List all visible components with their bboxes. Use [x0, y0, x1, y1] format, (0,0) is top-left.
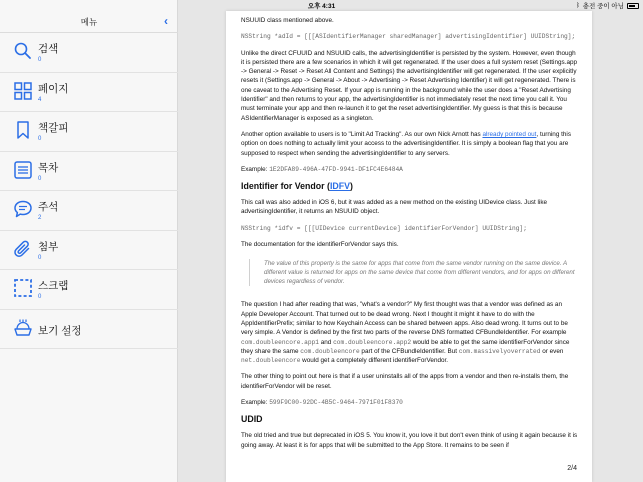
battery-status-label: 충전 중이 아님 — [582, 3, 624, 10]
inline-code: com.doubleencore.app2 — [333, 338, 412, 346]
inline-code: com.doubleencore.app1 — [241, 338, 319, 346]
paragraph: NSUUID class mentioned above. — [241, 17, 334, 24]
pages-grid-icon — [13, 81, 33, 101]
inline-code: com.doubleencore — [300, 347, 360, 355]
blockquote: The value of this property is the same for apps that come from the same vendor running on the same device. A different value is returned for apps on the same device that come from different vendors, and for apps on different devices regardless of vendor. — [249, 259, 579, 286]
sidebar-item-count: 0 — [38, 175, 42, 182]
clock: 오후 4:31 — [307, 3, 336, 10]
text-run: or even — [540, 347, 564, 355]
sidebar-item-view-settings[interactable] — [0, 310, 178, 350]
battery-icon — [627, 3, 639, 9]
text-run: Another option available to users is to "Limit Ad Tracking". As our own Nick Arnott has — [241, 130, 483, 138]
section-heading-idfv — [241, 181, 579, 192]
sidebar-item-contents[interactable] — [0, 152, 178, 192]
sidebar-item-label: 주석 — [38, 201, 59, 213]
page-number: 2/4 — [567, 465, 577, 472]
sidebar-item-count: 0 — [38, 294, 42, 300]
paragraph: Unlike the direct CFUUID and NSUUID calls, the advertisingIdentifier is persisted by the system. However, even though it is persisted there are a few scenarios in which it will get regenerated. If the user does a full system reset (Settings.app -> General -> Reset -> Reset All Content and Settings) the advertisingIdentifier will get regenerated. If the user explicitly resets it (Settings.app -> General -> About -> Advertising -> Reset Advertising Identifier) it will get regenerated. There is one caveat to the Advertising Reset. If your app is running in the background while the user does a "Reset Advertising Identifier" and then returns to your app, the advertisingIdentifier is not immediately reset the next time you call it. You must terminate your app and then re-launch it to get the reset advertisingIdentifier. My guess is that this is because ASIdentifierManager is exposed as a singleton. — [241, 49, 578, 122]
sidebar-item-count: 0 — [38, 57, 42, 63]
already-pointed-out-link[interactable]: already pointed out — [482, 130, 537, 138]
bluetooth-icon: ᛒ — [576, 2, 580, 9]
text-run: , turning this option on does nothing to actually limit your access to the advertisingIdentifier. It is simply a boolean flag that you are supposed to respect when sending the advertisingIdentifier to any servers. — [241, 130, 571, 157]
code-snippet: NSString *idfv = [[[UIDevice currentDevice] identifierForVendor] UUIDString]; — [241, 224, 527, 232]
sidebar-menu — [0, 33, 178, 349]
sidebar-item-attachments[interactable] — [0, 231, 178, 271]
section-heading-udid: UDID — [241, 414, 263, 425]
code-snippet: NSString *adId = [[[ASIdentifierManager sharedManager] advertisingIdentifier] UUIDString]; — [241, 33, 576, 41]
text-run: would be able to get the same identifierForVendor since they share the same — [241, 338, 570, 355]
example-value: 1E2DFA89-496A-47FD-9941-DF1FC4E6484A — [269, 165, 403, 173]
sidebar-item-pages[interactable] — [0, 73, 178, 113]
paragraph — [241, 300, 579, 365]
example-line — [241, 398, 579, 407]
example-label: Example: — [241, 399, 270, 407]
idfv-link[interactable]: IDFV — [329, 181, 350, 192]
paragraph: This call was also added in iOS 6, but it was added as a new method on the existing UIDevice class. Just like advertisingIdentifier, it returns an NSUUID object. — [241, 199, 548, 216]
text-run: part of the CFBundleIdentifier. But — [359, 347, 459, 355]
sidebar-item-label: 책갈피 — [38, 122, 69, 134]
sidebar-item-count: 4 — [38, 96, 42, 103]
sidebar-item-search[interactable] — [0, 33, 178, 73]
inline-code: com.massivelyoverrated — [458, 347, 541, 355]
sidebar-item-label: 검색 — [38, 43, 59, 55]
paragraph: The other thing to point out here is that if a user uninstalls all of the apps from a vendor and then re-installs them, the identifierForVendor will be reset. — [241, 373, 569, 390]
sidebar-item-count: 0 — [38, 136, 42, 142]
sidebar-header — [0, 11, 178, 33]
sidebar-item-count: 2 — [38, 215, 42, 221]
example-label: Example: — [241, 165, 270, 173]
chevron-left-icon[interactable]: ‹ — [164, 14, 168, 28]
example-value: 599F9C00-92DC-4B5C-9464-7971F01F8370 — [269, 399, 403, 407]
text-run: and — [318, 338, 334, 346]
heading-text: ) — [350, 181, 353, 192]
sidebar-item-label: 첨부 — [38, 240, 59, 253]
sidebar-item-label: 보기 설정 — [38, 324, 82, 337]
sidebar-item-label: 페이지 — [38, 82, 69, 95]
sidebar-item-label: 목차 — [38, 161, 59, 174]
paragraph — [241, 130, 579, 158]
text-run: would get a completely different identifierForVendor. — [300, 357, 449, 365]
bookmark-icon — [13, 120, 33, 140]
sidebar — [0, 0, 178, 482]
status-bar-right — [576, 1, 639, 10]
table-of-contents-icon — [13, 160, 33, 180]
paragraph: The documentation for the identifierForVendor says this. — [241, 241, 399, 249]
paperclip-icon — [13, 239, 33, 259]
sidebar-title: 메뉴 — [80, 17, 98, 27]
heading-text: Identifier for Vendor ( — [241, 181, 330, 192]
sidebar-item-scrap[interactable] — [0, 270, 178, 310]
annotation-icon — [13, 199, 33, 219]
sidebar-item-annotations[interactable] — [0, 191, 178, 231]
reader-settings-icon — [13, 318, 33, 338]
sidebar-item-bookmarks[interactable] — [0, 112, 178, 152]
document-page[interactable] — [226, 11, 592, 482]
example-line — [241, 165, 579, 174]
sidebar-item-count: 0 — [38, 254, 42, 261]
sidebar-item-label: 스크랩 — [38, 280, 69, 292]
document-content — [241, 16, 579, 457]
paragraph: The old tried and true but deprecated in iOS 5. You know it, you love it but don't even think of using it again because it is going away. At least it is for apps that will be submitted to the App Store. It remains to be seen if — [241, 432, 578, 449]
scrap-icon — [13, 278, 33, 298]
inline-code: net.doubleencore — [241, 357, 301, 365]
search-icon — [13, 41, 33, 61]
text-run: The question I had after reading that was, "what's a vendor?" My first thought was that a vendor was defined as an Apple Developer Account. That turned out to be dead wrong. Next I thought it might it have to do with the AppIdentifierPrefix; similar to how Keychain Access can be shared between apps. Also dead wrong. It turns out to be very simple. A Vendor is defined by the first two parts of the reverse DNS formatted CFBundleIdentifier. For example — [241, 301, 568, 337]
